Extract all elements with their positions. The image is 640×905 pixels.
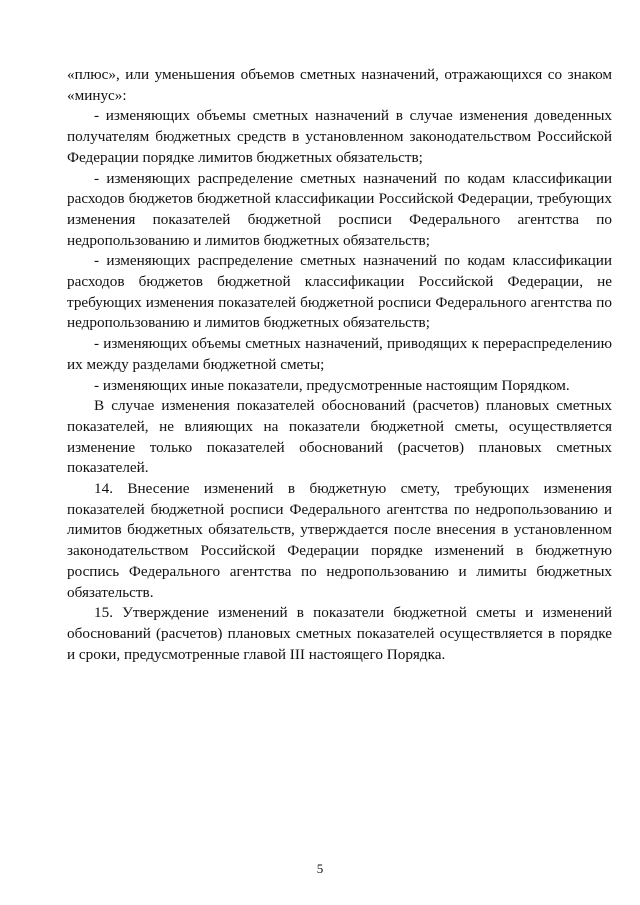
list-item-budget-limits: - изменяющих объемы сметных назначений в случае изменения доведенных получателям бюджетных средств в установленном законодательством Российской Федерации порядке лимитов бюджетных обязательств; xyxy=(67,107,612,166)
body-text xyxy=(67,65,612,665)
list-item-classification-requiring: - изменяющих распределение сметных назначений по кодам классификации расходов бюджетов бюджетной классификации Российской Федерации, требующих изменения показателей бюджетной росписи Федерального агентства по недропользованию и лимитов бюджетных обязательств; xyxy=(67,169,612,249)
list-item-classification-not-requiring: - изменяющих распределение сметных назначений по кодам классификации расходов бюджетов бюджетной классификации Российской Федерации, не требующих изменения показателей бюджетной росписи Федерального агентства по недропользованию и лимитов бюджетных обязательств; xyxy=(67,252,612,332)
list-item-other-indicators: - изменяющих иные показатели, предусмотренные настоящим Порядком. xyxy=(94,376,570,394)
paragraph-continuation: «плюс», или уменьшения объемов сметных назначений, отражающихся со знаком «минус»: xyxy=(67,66,612,104)
paragraph-justification-change: В случае изменения показателей обоснований (расчетов) плановых сметных показателей, не влияющих на показатели бюджетной сметы, осуществляется изменение только показателей обоснований (расчетов) плановых сметных показателей. xyxy=(67,397,612,477)
list-item-redistribution: - изменяющих объемы сметных назначений, приводящих к перераспределению их между разделами бюджетной сметы; xyxy=(67,335,612,373)
clause-14: 14. Внесение изменений в бюджетную смету, требующих изменения показателей бюджетной росписи Федерального агентства по недропользованию и лимитов бюджетных обязательств, утверждается после внесения в установленном законодательством Российской Федерации порядке изменений в бюджетную роспись Федерального агентства по недропользованию и лимиты бюджетных обязательств. xyxy=(67,480,612,601)
page-number: 5 xyxy=(316,861,324,876)
clause-15: 15. Утверждение изменений в показатели бюджетной сметы и изменений обоснований (расчетов) плановых сметных показателей осуществляется в порядке и сроки, предусмотренные главой III настоящего Порядка. xyxy=(67,604,612,663)
